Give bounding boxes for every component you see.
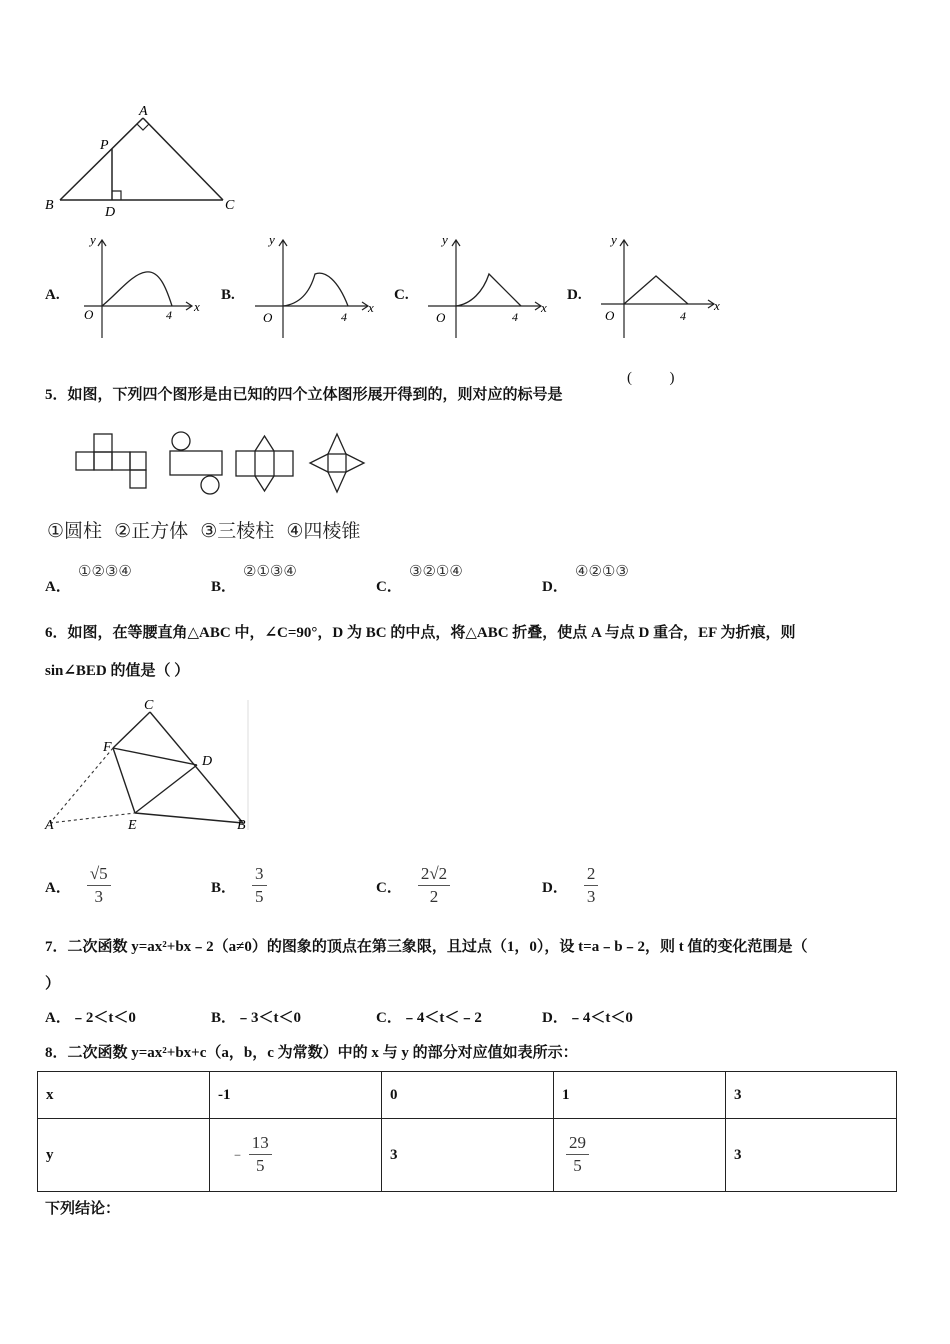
- tick-4: 4: [680, 309, 686, 323]
- minus-sign: ﹣: [230, 1146, 246, 1163]
- numerator: 3: [252, 864, 267, 886]
- q6-line2: sin∠BED 的值是（ ）: [45, 663, 190, 679]
- graph-option-a[interactable]: [74, 232, 209, 344]
- numerator: √5: [87, 864, 111, 886]
- q7-line1: 7．二次函数 y=ax²+bx﹣2（a≠0）的图象的顶点在第三象限，且过点（1，0），设 t=a﹣b﹣2，则 t 值的变化范围是（: [45, 939, 808, 955]
- denominator: 2: [429, 887, 439, 906]
- graph-option-c-letter[interactable]: C.: [394, 287, 409, 303]
- axis-y: y: [611, 232, 617, 247]
- q5-option-d-letter: D．: [542, 579, 568, 595]
- cell-y-3: [554, 1119, 726, 1192]
- axis-x: x: [714, 298, 720, 313]
- q7-option-b[interactable]: [211, 1006, 301, 1027]
- q5-option-c-value: ③②①④: [409, 564, 463, 580]
- q6-option-b-letter: B．: [211, 879, 237, 896]
- cell-x-1: -1: [210, 1072, 382, 1119]
- triangle-abc-figure: [40, 100, 250, 225]
- cell-y-4: 3: [726, 1119, 897, 1192]
- q6-option-b-fraction: [252, 864, 267, 908]
- graph-option-a-letter[interactable]: A.: [45, 287, 60, 303]
- q7-option-a[interactable]: [45, 1006, 136, 1027]
- q7-option-b-value: ﹣3＜t＜0: [236, 1010, 302, 1026]
- tick-4: 4: [166, 308, 172, 322]
- graph-option-c[interactable]: [423, 232, 558, 344]
- origin-o: O: [84, 307, 94, 322]
- q8-footer: 下列结论：: [45, 1201, 121, 1217]
- numerator: 29: [566, 1133, 589, 1155]
- q6-option-a-fraction: [87, 864, 111, 908]
- q6-line1: 6．如图，在等腰直角△ABC 中，∠C=90°，D 为 BC 的中点，将△ABC 折叠，使点 A 与点 D 重合，EF 为折痕，则: [45, 625, 796, 641]
- folded-triangle-figure: [40, 695, 255, 835]
- q7-option-d-value: ﹣4＜t＜0: [567, 1010, 633, 1026]
- cell-x-3: 1: [554, 1072, 726, 1119]
- q6-option-b[interactable]: [211, 864, 267, 908]
- tick-4: 4: [512, 310, 518, 324]
- fraction-13-5: [249, 1133, 272, 1177]
- q5-option-b[interactable]: [211, 575, 236, 596]
- cell-x-label: x: [38, 1072, 210, 1119]
- graph-option-d[interactable]: [596, 232, 731, 344]
- q5-text: 5．如图，下列四个图形是由已知的四个立体图形展开得到的，则对应的标号是: [45, 387, 563, 403]
- axis-x: x: [541, 300, 547, 315]
- axis-y: y: [269, 232, 275, 247]
- label-d: D: [105, 205, 116, 220]
- cell-x-2: 0: [382, 1072, 554, 1119]
- q7-option-d[interactable]: [542, 1006, 633, 1027]
- axis-y: y: [90, 232, 96, 247]
- cell-y-1: [210, 1119, 382, 1192]
- q7-line2: ）: [45, 976, 61, 992]
- unfolded-nets-figure: [70, 428, 375, 496]
- label-c: C: [225, 198, 235, 213]
- cell-y-2: 3: [382, 1119, 554, 1192]
- q5-option-b-letter: B．: [211, 579, 237, 595]
- label-a: A: [45, 818, 54, 833]
- q7-option-b-letter: B．: [211, 1010, 237, 1026]
- denominator: 5: [256, 1156, 265, 1175]
- q5-solids-list: ①圆柱 ②正方体 ③三棱柱 ④四棱锥: [47, 520, 361, 542]
- q5-option-d[interactable]: [542, 575, 568, 596]
- graph-option-b[interactable]: [250, 232, 385, 344]
- q8-value-table: [37, 1071, 897, 1192]
- q5-option-d-value: ④②①③: [575, 564, 629, 580]
- q6-option-a[interactable]: [45, 864, 111, 908]
- table-row-y: [38, 1119, 897, 1192]
- q5-option-a-letter: A．: [45, 579, 71, 595]
- denominator: 5: [255, 887, 264, 906]
- q5-option-c-letter: C．: [376, 579, 402, 595]
- axis-x: x: [368, 300, 374, 315]
- origin-o: O: [436, 310, 446, 325]
- q7-option-c-value: ﹣4＜t＜﹣2: [401, 1010, 482, 1026]
- q7-option-c-letter: C．: [376, 1010, 402, 1026]
- q6-option-d-fraction: [584, 864, 599, 908]
- denominator: 3: [586, 887, 596, 906]
- denominator: 5: [573, 1156, 582, 1175]
- q6-option-c-letter: C．: [376, 879, 402, 896]
- q6-option-d[interactable]: [542, 864, 598, 908]
- axis-x: x: [194, 299, 200, 314]
- label-p: P: [100, 138, 109, 153]
- q6-option-a-letter: A．: [45, 879, 71, 896]
- fraction-29-5: [566, 1133, 589, 1177]
- table-row-x: [38, 1072, 897, 1119]
- q6-option-c-fraction: [418, 864, 450, 908]
- q5-option-c[interactable]: [376, 575, 402, 596]
- q7-option-a-letter: A．: [45, 1010, 71, 1026]
- q6-option-c[interactable]: [376, 864, 450, 908]
- q5-option-a[interactable]: [45, 575, 71, 596]
- q7-option-d-letter: D．: [542, 1010, 568, 1026]
- axis-y: y: [442, 232, 448, 247]
- q5-answer-paren: ( ): [627, 370, 675, 386]
- label-d: D: [202, 754, 213, 769]
- q5-option-a-value: ①②③④: [78, 564, 132, 580]
- label-b: B: [45, 198, 54, 213]
- cell-x-4: 3: [726, 1072, 897, 1119]
- label-e: E: [128, 818, 137, 833]
- denominator: 3: [94, 887, 104, 906]
- q5-option-b-value: ②①③④: [243, 564, 297, 580]
- label-a: A: [139, 104, 148, 119]
- graph-option-d-letter[interactable]: D.: [567, 287, 582, 303]
- q6-option-d-letter: D．: [542, 879, 568, 896]
- origin-o: O: [605, 308, 615, 323]
- q7-option-c[interactable]: [376, 1006, 482, 1027]
- tick-4: 4: [341, 310, 347, 324]
- graph-option-b-letter[interactable]: B.: [221, 287, 235, 303]
- label-c: C: [144, 698, 154, 713]
- label-f: F: [103, 740, 112, 755]
- q8-text: 8．二次函数 y=ax²+bx+c（a，b，c 为常数）中的 x 与 y 的部分对应值如表所示：: [45, 1045, 578, 1061]
- numerator: 13: [249, 1133, 272, 1155]
- numerator: 2√2: [418, 864, 450, 886]
- origin-o: O: [263, 310, 273, 325]
- q7-option-a-value: ﹣2＜t＜0: [70, 1010, 136, 1026]
- numerator: 2: [584, 864, 599, 886]
- label-b: B: [237, 818, 246, 833]
- cell-y-label: y: [38, 1119, 210, 1192]
